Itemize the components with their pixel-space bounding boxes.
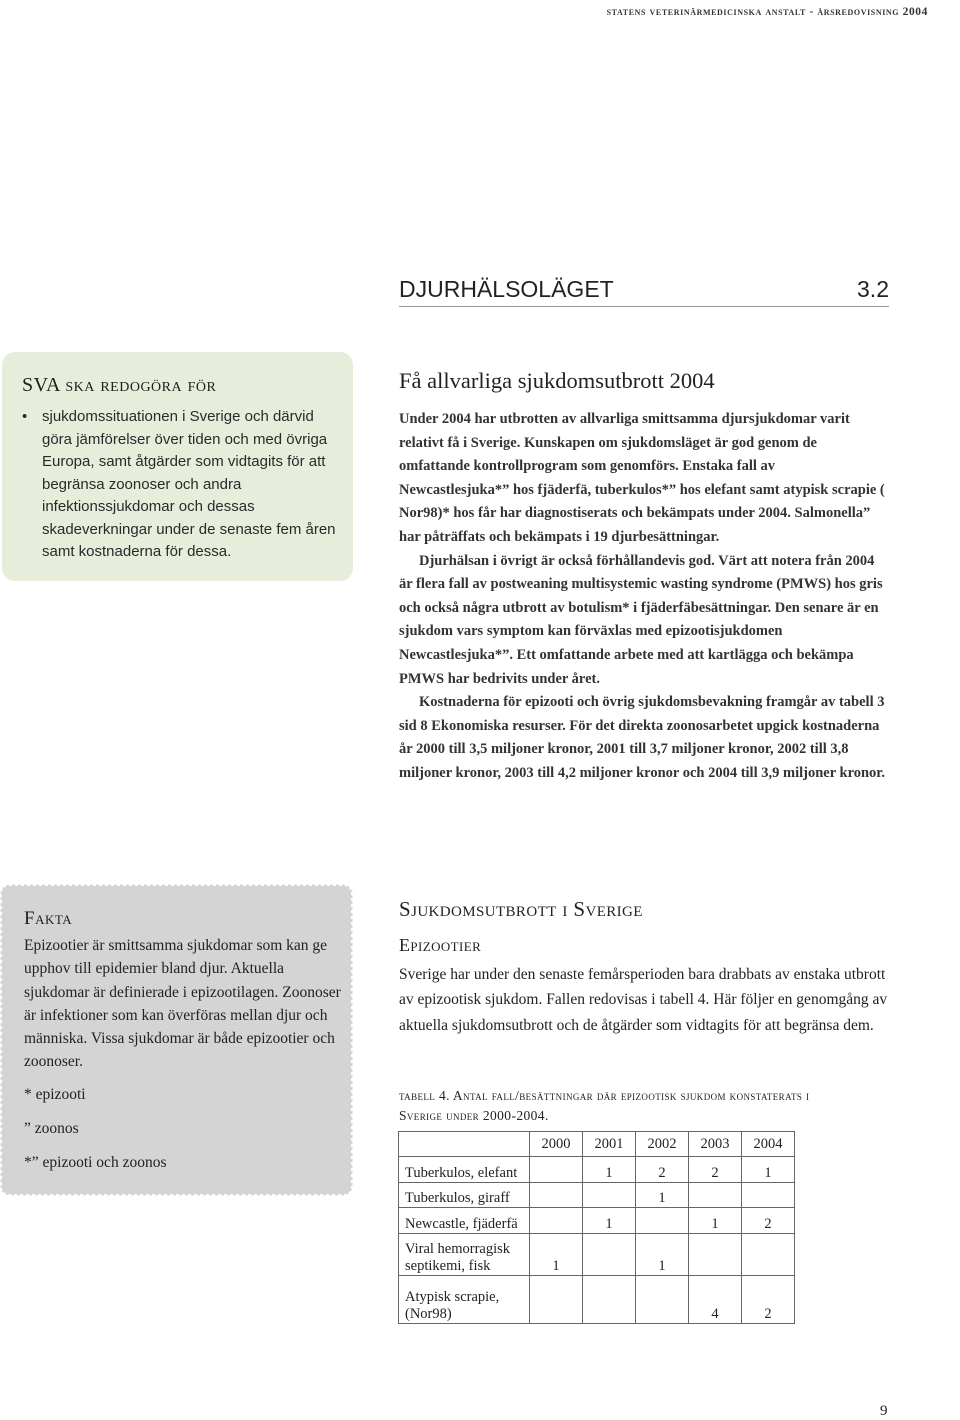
cell: 1 [689, 1208, 742, 1234]
table-4 [398, 1131, 795, 1324]
row-label: Atypisk scrapie, (Nor98) [399, 1276, 530, 1324]
section-header [399, 276, 889, 307]
table-row [399, 1234, 795, 1276]
table-caption: tabell 4. Antal fall/besättningar där epizootisk sjukdom konstaterats i Sverige under 2000-2004. [399, 1088, 810, 1123]
cell: 1 [636, 1183, 689, 1208]
row-label: Tuberkulos, elefant [399, 1157, 530, 1183]
cell [583, 1276, 636, 1324]
cell [689, 1183, 742, 1208]
cell: 1 [583, 1208, 636, 1234]
cell [742, 1183, 795, 1208]
cell [530, 1208, 583, 1234]
fakta-text: Epizootier är smittsamma sjukdomar som kan ge upphov till epidemier bland djur. Aktuella sjukdomar är definierade i epizootilagen. Zoonoser är infektioner som kan överföras mellan djur och människa. Vissa sjukdomar är både epizootier och zoonoser. [24, 937, 341, 1071]
paragraph: Kostnaderna för epizooti och övrig sjukdomsbevakning framgår av tabell 3 sid 8 Ekonomiska resurser. För det direkta zoonosarbetet upgick kostnaderna år 2000 till 3,5 miljoner kronor, 2001 till 3,7 miljoner kronor, 2002 till 3,8 miljoner kronor, 2003 till 4,2 miljoner kronor och 2004 till 3,9 miljoner kronor. [399, 694, 886, 781]
section-number: 3.2 [857, 276, 889, 302]
table-header-row [399, 1132, 795, 1157]
year-header: 2004 [742, 1132, 795, 1157]
cell: 2 [689, 1157, 742, 1183]
cell: 4 [689, 1276, 742, 1324]
row-label: Newcastle, fjäderfä [399, 1208, 530, 1234]
fakta-title: Fakta [24, 908, 73, 929]
fakta-note-zoonos: ” zoonos [24, 1120, 79, 1137]
cell: 2 [636, 1157, 689, 1183]
cell [636, 1276, 689, 1324]
year-header: 2001 [583, 1132, 636, 1157]
sva-mandate-box [2, 352, 353, 581]
cell: 1 [742, 1157, 795, 1183]
cell: 2 [742, 1208, 795, 1234]
table-row [399, 1276, 795, 1324]
row-label: Viral hemorragisk septikemi, fisk [399, 1234, 530, 1276]
table-row [399, 1208, 795, 1234]
list-item: • sjukdomssituationen i Sverige och därvid göra jämförelser över tiden och med övriga Europa, samt åtgärder som vidtagits för att begränsa zoonoser och andra infektionssjukdomar och dessas skadeverkningar under de senaste fem åren samt kostnaderna för dessa. [22, 406, 342, 564]
year-header: 2000 [530, 1132, 583, 1157]
fakta-note-epizooti: * epizooti [24, 1086, 86, 1103]
page-number: 9 [880, 1403, 888, 1419]
paragraph: Djurhälsan i övrigt är också förhållandevis god. Värt att notera från 2004 är flera fall av postweaning multisystemic wasting syndrome (PMWS) hos gris och också några utbrott av botulism* i fjäderfäbesättningar. Den senare är en sjukdom vars symptom kan förväxlas med epizootisjukdomen Newcastlesjuka*”. Ett omfattande arbete med att kartlägga och bekämpa PMWS har bedrivits under året. [399, 552, 883, 687]
outbreaks-text: Sverige har under den senaste femårsperioden bara drabbats av enstaka utbrott av epizootisk sjukdom. Fallen redovisas i tabell 4. Här följer en genomgång av aktuella sjukdomsutbrott och de åtgärder som vidtagits för att begränsa dem. [399, 966, 888, 1034]
article-body [399, 408, 889, 786]
sva-box-title: SVA ska redogöra för [22, 374, 217, 396]
table-row [399, 1183, 795, 1208]
table-row [399, 1157, 795, 1183]
cell [742, 1234, 795, 1276]
fakta-note-both: *” epizooti och zoonos [24, 1154, 167, 1171]
cell: 1 [636, 1234, 689, 1276]
cell [530, 1183, 583, 1208]
cell [689, 1234, 742, 1276]
epizootier-heading: Epizootier [399, 935, 482, 955]
row-label: Tuberkulos, giraff [399, 1183, 530, 1208]
sva-box-list [22, 406, 342, 564]
cell [583, 1234, 636, 1276]
fakta-box [2, 886, 351, 1194]
year-header: 2002 [636, 1132, 689, 1157]
cell: 1 [530, 1234, 583, 1276]
running-header: statens veterinärmedicinska anstalt - årsredovisning 2004 [606, 6, 928, 18]
cell [636, 1208, 689, 1234]
article-title: Få allvarliga sjukdomsutbrott 2004 [399, 368, 715, 393]
cell [530, 1157, 583, 1183]
outbreaks-heading: Sjukdomsutbrott i Sverige [399, 897, 643, 921]
year-header: 2003 [689, 1132, 742, 1157]
section-name: DJURHÄLSOLÄGET [399, 276, 614, 302]
cell [530, 1276, 583, 1324]
corner-cell [399, 1132, 530, 1157]
epizootic-table [398, 1131, 795, 1324]
paragraph: Under 2004 har utbrotten av allvarliga smittsamma djursjukdomar varit relativt få i Sverige. Kunskapen om sjukdomsläget är god genom de omfattande kontrollprogram som genomförs. Enstaka fall av Newcastlesjuka*” hos fjäderfä, tuberkulos*” hos elefant samt atypisk scrapie ( Nor98)* hos får har diagnostiserats och bekämpats under 2004. Salmonella” har påträffats och bekämpats i 19 djurbesättningar. [399, 411, 885, 545]
cell [583, 1183, 636, 1208]
cell: 2 [742, 1276, 795, 1324]
cell: 1 [583, 1157, 636, 1183]
